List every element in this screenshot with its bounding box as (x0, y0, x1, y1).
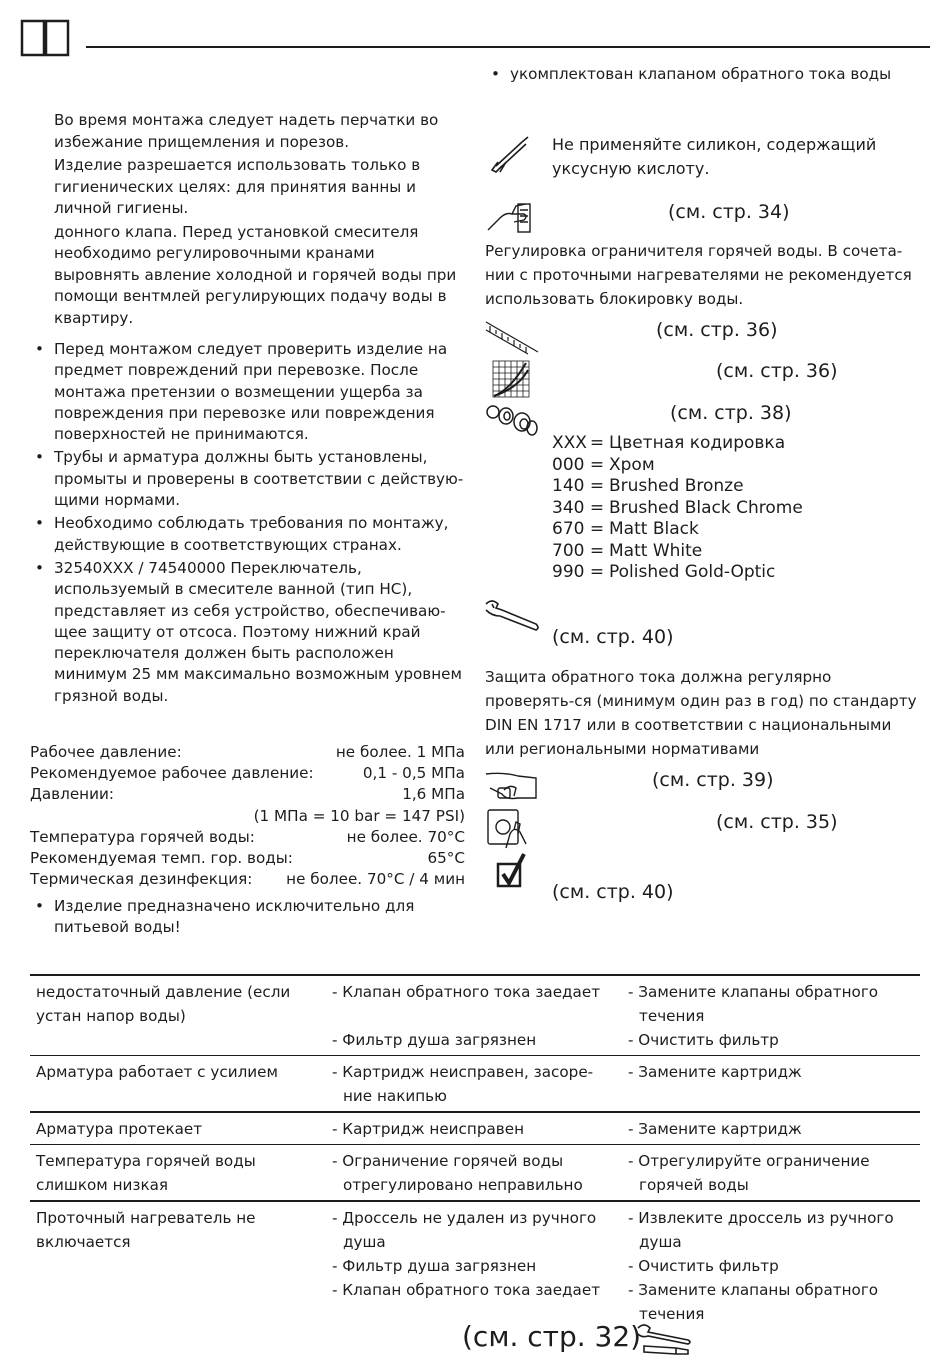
ruler-icon (484, 318, 540, 362)
cause-item: - Дроссель не удален из ручного душа (332, 1209, 597, 1251)
hand-cleaning-icon (484, 768, 540, 808)
spec-value: 65°C (427, 848, 465, 867)
color-code-row (552, 562, 803, 584)
safety-bullets (30, 339, 468, 709)
bullet-item: • Трубы и арматура должны быть установлены, промыты и проверены в соответствии с действую-щими нормами. (30, 447, 468, 511)
equals-sign: = (589, 476, 605, 496)
equals-sign: = (589, 497, 605, 518)
table-row (30, 1201, 920, 1329)
equals-sign: = (589, 519, 605, 539)
color-code: 000 (552, 454, 585, 475)
spec-value: не более. 70°C / 4 мин (286, 870, 465, 889)
fix-item: - Отрегулируйте ограничение горячей воды (628, 1152, 870, 1194)
fix-cell (622, 1145, 920, 1202)
cause-cell (326, 975, 622, 1056)
bullet-item: • 32540XXX / 74540000 Переключатель, используемый в смесителе ванной (тип HC), представляет из себя устройство, обеспечиваю-щее защиту от отсоса. Поэтому нижний край переключателя должен быть расположен минимум 25 мм максимально возможным уровнем грязной воды. (30, 558, 468, 707)
color-code-row (552, 519, 803, 541)
table-row (30, 1145, 920, 1202)
table-row (30, 975, 920, 1056)
problem-cell: Арматура работает с усилием (30, 1056, 326, 1113)
table-row (30, 1056, 920, 1113)
fix-cell (622, 1112, 920, 1145)
spec-value: 1,6 МПа (402, 785, 465, 804)
color-code: 140 (552, 476, 585, 496)
color-code-row (552, 433, 803, 455)
equals-sign: = (589, 540, 605, 561)
color-code: XXX (552, 433, 587, 453)
page-ref-38: (см. стр. 38) (670, 402, 792, 424)
color-code: 340 (552, 497, 585, 518)
fix-cell (622, 1201, 920, 1329)
pressure-paragraph: донного клапа. Перед установкой смесителя необходимо регулировочными кранами выровнять авление холодной и горячей воды при помощи вентмлей регулирующих подачу воды в квартиру. (54, 222, 457, 327)
cause-item: - Клапан обратного тока заедает (332, 983, 601, 1001)
checkbox-icon (496, 852, 528, 894)
color-code-row (552, 455, 803, 477)
color-code-row (552, 476, 803, 498)
bullet-item: • Необходимо соблюдать требования по монтажу, действующие в соответствующих странах. (30, 513, 468, 556)
fix-item: - Замените картридж (628, 1120, 802, 1138)
page-ref-36a: (см. стр. 36) (656, 319, 778, 341)
color-code: 700 (552, 540, 585, 561)
spec-value: (1 МПа = 10 bar = 147 PSI) (253, 806, 465, 825)
color-name: Brushed Bronze (609, 476, 744, 496)
equals-sign: = (589, 562, 605, 582)
fix-item: - Замените клапаны обратного течения (628, 1281, 879, 1323)
fix-cell (622, 975, 920, 1056)
color-name: Brushed Black Chrome (609, 497, 803, 518)
footer-page-ref: (см. стр. 32) (462, 1320, 642, 1353)
hand-hot-water-icon (486, 196, 534, 240)
problem-cell: Проточный нагреватель не включается (30, 1201, 326, 1329)
problem-cell: Температура горячей воды слишком низкая (30, 1145, 326, 1202)
cause-item: - Фильтр душа загрязнен (332, 1257, 537, 1275)
page-ref-39: (см. стр. 39) (652, 769, 774, 791)
cause-item: - Клапан обратного тока заедает (332, 1281, 601, 1299)
parts-icon (484, 402, 540, 442)
color-name: Matt White (609, 540, 703, 561)
fix-cell (622, 1056, 920, 1113)
color-code-row (552, 541, 803, 563)
silicone-warning: Не применяйте силикон, содержащий уксусную кислоту. (552, 135, 877, 178)
equals-sign: = (589, 433, 605, 453)
backflow-bullet (486, 64, 926, 87)
page-ref-40a: (см. стр. 40) (552, 626, 674, 648)
color-code-list (552, 433, 803, 584)
fix-item: - Очистить фильтр (628, 1031, 779, 1049)
bullet-item: • укомплектован клапаном обратного тока воды (486, 64, 926, 85)
color-name: Хром (609, 454, 655, 475)
color-code-row (552, 498, 803, 520)
fix-item: - Извлеките дроссель из ручного душа (628, 1209, 894, 1251)
wrench-icon (484, 598, 542, 636)
color-name: Matt Black (609, 519, 699, 539)
fix-item: - Очистить фильтр (628, 1257, 779, 1275)
book-icon (20, 18, 70, 62)
problem-cell: Арматура протекает (30, 1112, 326, 1145)
page-ref-35: (см. стр. 35) (716, 811, 838, 833)
cause-item: - Картридж неисправен (332, 1120, 525, 1138)
drinking-water-bullet (30, 896, 468, 941)
gloves-paragraph: Во время монтажа следует надеть перчатки во избежание прищемления и порезов. (54, 111, 439, 151)
spec-label: Давлении: (30, 785, 114, 804)
spec-label: Температура горячей воды: (30, 827, 255, 846)
table-row (30, 1112, 920, 1145)
bullet-item: • Перед монтажом следует проверить изделие на предмет повреждений при перевозке. После монтажа претензии о возмещении ущерба за повреждения при перевозке или повреждения поверхностей не принимаются. (30, 339, 468, 445)
problem-cell: недостаточный давление (если устан напор воды) (30, 975, 326, 1056)
color-code: 670 (552, 519, 585, 539)
usage-paragraph: Изделие разрешается использовать только в гигиенических целях: для принятия ванны и личной гигиены. (54, 156, 421, 217)
fix-item: - Замените картридж (628, 1063, 802, 1081)
cause-item: - Картридж неисправен, засоре-ние накипью (332, 1063, 594, 1105)
cause-cell (326, 1056, 622, 1113)
color-name: Цветная кодировка (609, 433, 786, 453)
color-name: Polished Gold-Optic (609, 562, 776, 582)
cause-cell (326, 1145, 622, 1202)
page-ref-36b: (см. стр. 36) (716, 360, 838, 382)
silicone-gun-icon (488, 134, 532, 178)
hot-water-text: Регулировка ограничителя горячей воды. В сочета-нии с проточными нагревателями не рекомендуется использовать блокировку воды. (485, 242, 912, 308)
wrench-screwdriver-icon (636, 1322, 694, 1362)
page-ref-40b: (см. стр. 40) (552, 881, 674, 903)
spec-value: 0,1 - 0,5 МПа (362, 764, 465, 783)
cause-cell (326, 1112, 622, 1145)
troubleshooting-table (30, 974, 920, 1329)
spec-label: Термическая дезинфекция: (30, 870, 253, 889)
page-ref-34: (см. стр. 34) (668, 201, 790, 223)
fix-item: - Замените клапаны обратного течения (628, 983, 879, 1025)
spec-value: не более. 1 МПа (335, 743, 465, 761)
bullet-item: • Изделие предназначено исключительно для питьевой воды! (30, 896, 468, 939)
flow-chart-icon (492, 360, 530, 402)
cause-item: - Ограничение горячей воды отрегулировано неправильно (332, 1152, 583, 1194)
spec-label: Рабочее давление: (30, 743, 182, 761)
tech-specs (30, 743, 465, 891)
equals-sign: = (589, 454, 605, 475)
cause-cell (326, 1201, 622, 1329)
spec-label: Рекомендуемая темп. гор. воды: (30, 848, 293, 867)
backflow-text: Защита обратного тока должна регулярно проверять-ся (минимум один раз в год) по стандарту DIN EN 1717 или в соответствии с национальными или региональными нормативами (485, 668, 917, 758)
cause-item: - Фильтр душа загрязнен (332, 1031, 537, 1049)
header-rule (86, 46, 930, 48)
spec-label: Рекомендуемое рабочее давление: (30, 764, 314, 783)
spec-value: не более. 70°C (346, 827, 465, 846)
hand-filter-icon (486, 808, 534, 854)
color-code: 990 (552, 562, 585, 582)
left-intro (54, 110, 464, 329)
